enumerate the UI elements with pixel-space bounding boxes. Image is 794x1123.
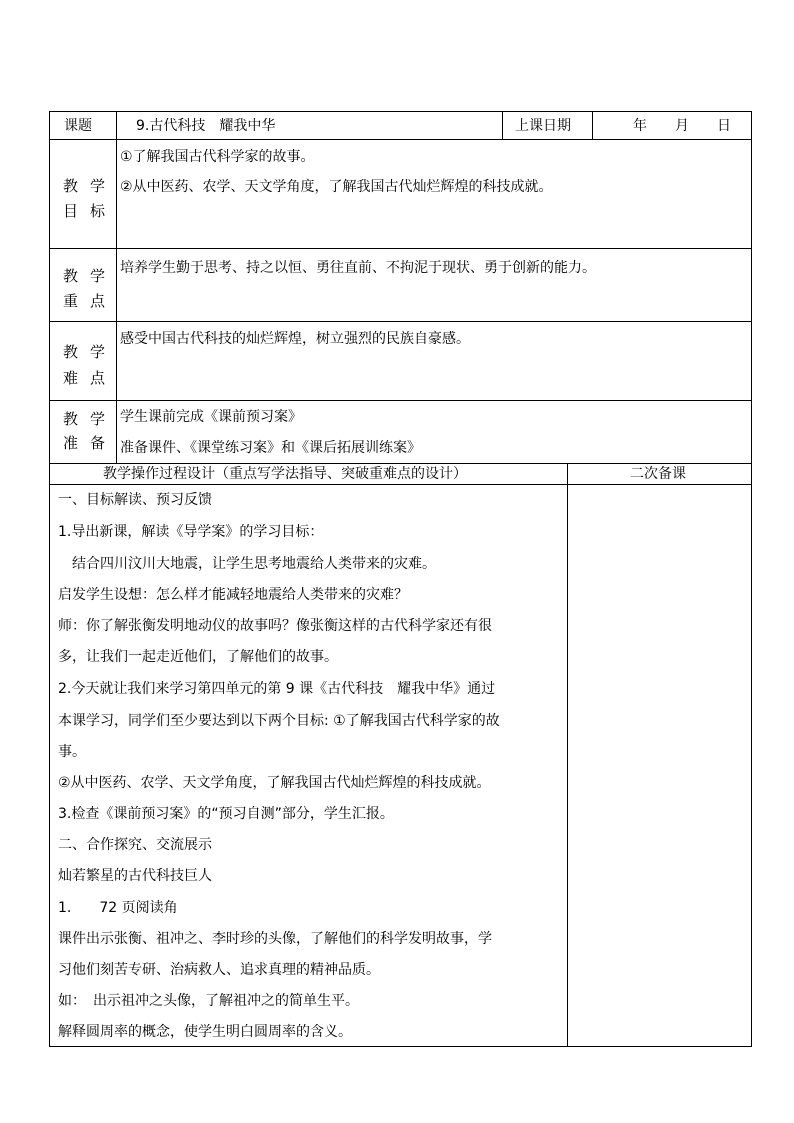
date-value-cell <box>592 111 752 140</box>
process-header-right-cell <box>567 463 752 485</box>
prep-content-cell <box>116 400 752 464</box>
process-line: 启发学生设想：怎么样才能减轻地震给人类带来的灾难？ <box>58 587 408 603</box>
goal-item: ①了解我国古代科学家的故事。 <box>120 149 315 165</box>
prep-label-line1: 教学 <box>62 410 117 428</box>
process-line: 事。 <box>58 744 86 760</box>
process-line: 1. 72 页阅读角 <box>58 900 178 916</box>
process-line: 二、合作探究、交流展示 <box>58 837 212 853</box>
process-content-cell <box>49 484 568 1047</box>
process-line: 一、目标解读、预习反馈 <box>58 492 212 508</box>
process-line: 课件出示张衡、祖冲之、李时珍的头像，了解他们的科学发明故事，学 <box>58 931 492 947</box>
focus-label-line1: 教学 <box>62 267 117 285</box>
subject-value: 9.古代科技 耀我中华 <box>136 118 276 134</box>
process-line: 如： 出示祖冲之头像，了解祖冲之的简单生平。 <box>58 993 359 1009</box>
focus-text: 培养学生勤于思考、持之以恒、勇往直前、不拘泥于现状、勇于创新的能力。 <box>120 260 596 276</box>
date-label-cell <box>502 111 593 140</box>
goals-content-cell <box>116 139 752 249</box>
prep-item: 学生课前完成《课前预习案》 <box>120 409 302 425</box>
prep-label-cell <box>49 400 117 464</box>
goal-item: ②从中医药、农学、天文学角度，了解我国古代灿烂辉煌的科技成就。 <box>120 179 553 195</box>
process-line: 灿若繁星的古代科技巨人 <box>58 868 212 884</box>
goals-label-line2: 目标 <box>62 202 117 220</box>
date-label: 上课日期 <box>515 118 571 134</box>
process-line: 3.检查《课前预习案》的“预习自测”部分，学生汇报。 <box>58 806 394 822</box>
difficulty-label-cell <box>49 321 117 401</box>
difficulty-label-line1: 教学 <box>62 343 117 361</box>
second-prep-cell <box>567 484 752 1047</box>
goals-label-line1: 教学 <box>62 177 117 195</box>
difficulty-content-cell <box>116 321 752 401</box>
goals-label-cell <box>49 139 117 249</box>
process-header-left: 教学操作过程设计（重点写学法指导、突破重难点的设计） <box>103 466 467 482</box>
prep-item: 准备课件、《课堂练习案》和《课后拓展训练案》 <box>120 440 421 456</box>
process-line: 习他们刻苦专研、治病救人、追求真理的精神品质。 <box>58 962 380 978</box>
difficulty-text: 感受中国古代科技的灿烂辉煌，树立强烈的民族自豪感。 <box>120 331 470 347</box>
focus-label-cell <box>49 248 117 322</box>
process-line: 师：你了解张衡发明地动仪的故事吗？像张衡这样的古代科学家还有很 <box>58 618 492 634</box>
process-header-right: 二次备课 <box>630 466 686 482</box>
process-line: 1.导出新课，解读《导学案》的学习目标： <box>58 524 324 540</box>
process-line: ②从中医药、农学、天文学角度，了解我国古代灿烂辉煌的科技成就。 <box>58 775 491 791</box>
process-line: 本课学习，同学们至少要达到以下两个目标: ①了解我国古代科学家的故 <box>58 713 500 729</box>
subject-label-cell <box>49 111 117 140</box>
process-line: 解释圆周率的概念，使学生明白圆周率的含义。 <box>58 1024 352 1040</box>
process-line: 多，让我们一起走近他们，了解他们的故事。 <box>58 649 338 665</box>
focus-label-line2: 重点 <box>62 292 117 310</box>
process-line: 结合四川汶川大地震，让学生思考地震给人类带来的灾难。 <box>58 556 436 572</box>
focus-content-cell <box>116 248 752 322</box>
difficulty-label-line2: 难点 <box>62 369 117 387</box>
prep-label-line2: 准备 <box>62 434 117 452</box>
subject-label: 课题 <box>64 118 92 134</box>
process-header-left-cell <box>49 463 568 485</box>
subject-value-cell <box>116 111 503 140</box>
process-line: 2.今天就让我们来学习第四单元的第 9 课《古代科技 耀我中华》通过 <box>58 681 496 697</box>
date-value: 年 月 日 <box>633 118 731 134</box>
